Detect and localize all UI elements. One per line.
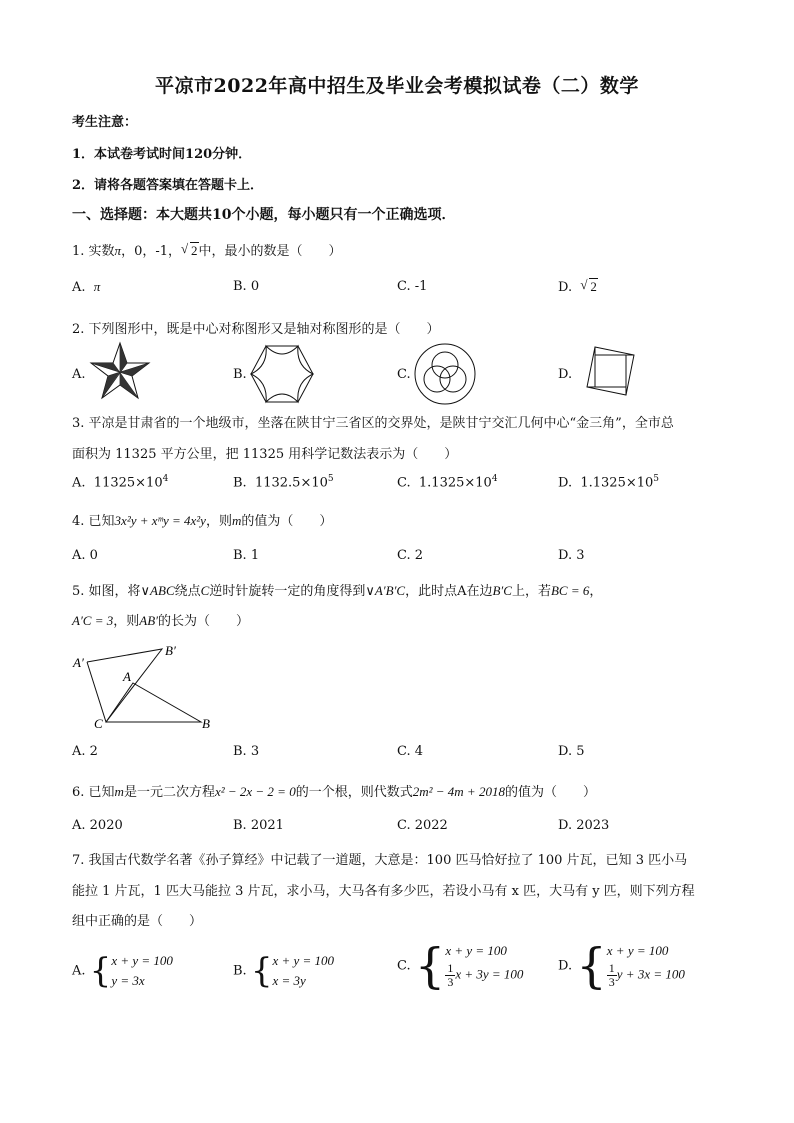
question-1 xyxy=(72,240,342,259)
label-c: C xyxy=(94,716,103,731)
q6-option-a[interactable]: A. 2020 xyxy=(72,818,123,833)
label-a-prime: A′ xyxy=(73,655,84,670)
question-7-line-3: 组中正确的是（ ） xyxy=(72,914,203,929)
q7-option-b[interactable]: B. { x + y = 100 x = 3y xyxy=(233,951,335,991)
q7-option-d[interactable]: D. { x + y = 100 $\frac{1}{3}$ y + 3x = 100 xyxy=(558,938,685,994)
q2-option-d[interactable]: D. xyxy=(558,367,573,382)
q3-option-b[interactable]: B. $1132.5\times 10^5$ xyxy=(233,474,334,491)
rotation-figure xyxy=(70,640,220,732)
question-4: 4. 已知3x²y + xᵐy = 4x²y，则m的值为（ ） xyxy=(72,513,333,529)
q5-option-c[interactable]: C. 4 xyxy=(397,744,424,759)
label-a: A xyxy=(123,669,131,684)
label-b-prime: B′ xyxy=(165,643,176,658)
notice-heading: 考生注意： xyxy=(72,115,138,130)
q1-text-a: 1. 实数 xyxy=(72,244,115,259)
question-3-line-2: 面积为 11325 平方公里，把 11325 用科学记数法表示为（ ） xyxy=(72,447,458,462)
circles-figure xyxy=(413,343,477,405)
question-5-line-1: 5. 如图，将∨ABC绕点C逆时针旋转一定的角度得到∨A′B′C，此时点A在边B′C上，若BC = 6， xyxy=(72,583,603,599)
q1-text-c: 中，最小的数是（ ） xyxy=(198,244,342,259)
q2-option-b[interactable]: B. xyxy=(233,367,247,382)
q1-option-b[interactable]: B. 0 xyxy=(233,279,260,294)
q4-option-b[interactable]: B. 1 xyxy=(233,548,260,563)
q5-option-b[interactable]: B. 3 xyxy=(233,744,260,759)
q2-option-a[interactable]: A. xyxy=(72,367,86,382)
q1-option-a[interactable]: A. π xyxy=(72,279,101,295)
pi-symbol: π xyxy=(114,243,122,258)
q5-option-a[interactable]: A. 2 xyxy=(72,744,98,759)
q4-option-d[interactable]: D. 3 xyxy=(558,548,585,563)
question-7-line-1: 7. 我国古代数学名著《孙子算经》中记载了一道题，大意是：100 匹马恰好拉了 100 片瓦，已知 3 匹小马 xyxy=(72,853,688,868)
q3-option-a[interactable]: A. $11325\times 10^4$ xyxy=(72,474,169,491)
q3-option-c[interactable]: C. $1.1325\times 10^4$ xyxy=(397,474,498,491)
q6-option-c[interactable]: C. 2022 xyxy=(397,818,448,833)
section-heading: 一、选择题：本大题共10个小题，每小题只有一个正确选项． xyxy=(72,207,456,223)
hexagon-figure xyxy=(250,344,314,404)
question-3-line-1: 3. 平凉是甘肃省的一个地级市，坐落在陕甘宁三省区的交界处，是陕甘宁交汇几何中心“金三角”，全市总 xyxy=(72,416,674,431)
q4-option-a[interactable]: A. 0 xyxy=(72,548,98,563)
q6-option-b[interactable]: B. 2021 xyxy=(233,818,284,833)
q3-option-d[interactable]: D. $1.1325\times 10^5$ xyxy=(558,474,660,491)
q1-option-c[interactable]: C. -1 xyxy=(397,279,428,294)
q2-option-c[interactable]: C. xyxy=(397,367,411,382)
q7-option-a[interactable]: A. { x + y = 100 y = 3x xyxy=(72,951,173,991)
page-title: 平凉市2022年高中招生及毕业会考模拟试卷（二）数学 xyxy=(155,75,639,97)
q5-option-d[interactable]: D. 5 xyxy=(558,744,585,759)
q4-equation: 3x²y + xᵐy = 4x²y xyxy=(114,513,206,528)
question-6: 6. 已知m是一元二次方程x² − 2x − 2 = 0的一个根，则代数式2m² − 4m + 2018的值为（ ） xyxy=(72,784,596,800)
label-b: B xyxy=(202,716,210,731)
q1-text-b: ，0，-1， xyxy=(121,244,181,259)
q7-option-c[interactable]: C. { x + y = 100 $\frac{1}{3}$ x + 3y = 100 xyxy=(397,938,524,994)
squares-figure xyxy=(576,343,640,405)
q4-option-c[interactable]: C. 2 xyxy=(397,548,424,563)
q1-option-d[interactable]: D. √ 2 xyxy=(558,277,597,295)
notice-item-1: 1．本试卷考试时间120分钟． xyxy=(72,147,252,162)
question-5-line-2: A′C = 3，则AB′的长为（ ） xyxy=(72,613,249,629)
question-7-line-2: 能拉 1 片瓦，1 匹大马能拉 3 片瓦，求小马，大马各有多少匹，若设小马有 x 匹，大马有 y 匹，则下列方程 xyxy=(72,884,695,899)
star-figure xyxy=(88,340,152,404)
notice-item-2: 2．请将各题答案填在答题卡上． xyxy=(72,178,264,193)
sqrt-2: √ 2 xyxy=(181,241,198,258)
q6-option-d[interactable]: D. 2023 xyxy=(558,818,610,833)
question-2: 2. 下列图形中，既是中心对称图形又是轴对称图形的是（ ） xyxy=(72,322,440,337)
